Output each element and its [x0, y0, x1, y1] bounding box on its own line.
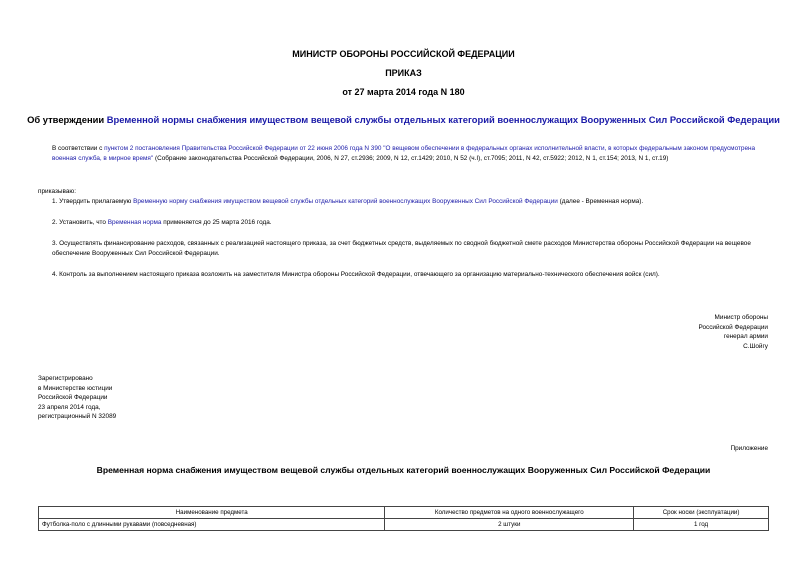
norm-table: [38, 506, 769, 531]
table-cell-item: Футболка-поло с длинными рукавами (повседневная): [39, 519, 385, 531]
table-header-quantity: Количество предметов на одного военнослужащего: [385, 507, 634, 519]
document-title: [0, 114, 807, 125]
item-4-text: 4. Контроль за выполнением настоящего приказа возложить на заместителя Министра обороны Российской Федерации, отвечающего за организацию материально-технического обеспечения войск (сил).: [52, 271, 660, 278]
registration-line-5: регистрационный N 32089: [38, 413, 117, 421]
appendix-title: Временная норма снабжения имуществом вещевой службы отдельных категорий военнослужащих Вооруженных Сил Российской Федерации: [96, 465, 711, 475]
table-row: [39, 519, 769, 531]
table-header-term: Срок носки (эксплуатации): [634, 507, 769, 519]
registration-line-2: в Министерстве юстиции: [38, 384, 113, 392]
signature-line-4: С.Шойгу: [743, 342, 768, 350]
preamble-link[interactable]: пунктом 2 постановления Правительства Российской Федерации от 22 июня 2006 года N 390 "О вещевом обеспечении в федеральных органах исполнительной власти, в которых федеральным законом предусмотрена военная служба, в мирное время": [52, 145, 756, 162]
item-1: [38, 197, 768, 207]
preamble-paragraph: [38, 144, 768, 163]
table-cell-term: 1 год: [634, 519, 769, 531]
item-3: [38, 239, 768, 258]
registration-line-1: Зарегистрировано: [38, 375, 93, 382]
title-prefix: Об утверждении: [27, 114, 107, 125]
signature-line-2: Российской Федерации: [698, 323, 768, 331]
signature-block: [699, 313, 769, 351]
doc-type-heading: ПРИКАЗ: [385, 68, 422, 78]
signature-line-3: генерал армии: [723, 333, 768, 341]
item-1-link[interactable]: Временную норму снабжения имуществом вещевой службы отдельных категорий военнослужащих Вооруженных Сил Российской Федерации: [133, 198, 558, 205]
item-1-text-a: 1. Утвердить прилагаемую: [52, 198, 134, 205]
signature-line-1: Министр обороны: [714, 314, 768, 321]
order-word: приказываю:: [38, 188, 76, 195]
registration-block: [38, 374, 116, 422]
item-2-text-a: 2. Установить, что: [52, 219, 108, 226]
item-2-text-b: применяется до 25 марта 2016 года.: [161, 219, 272, 226]
title-link[interactable]: Временной нормы снабжения имуществом вещевой службы отдельных категорий военнослужащих Вооруженных Сил Российской Федерации: [106, 114, 780, 125]
preamble-text-1: В соответствии с: [52, 145, 105, 152]
item-4: [38, 270, 768, 280]
item-2-link[interactable]: Временная норма: [107, 219, 162, 226]
item-2: [38, 218, 768, 228]
ministry-heading: МИНИСТР ОБОРОНЫ РОССИЙСКОЙ ФЕДЕРАЦИИ: [292, 49, 515, 59]
date-number-heading: от 27 марта 2014 года N 180: [342, 87, 465, 97]
preamble-text-2: (Собрание законодательства Российской Федерации, 2006, N 27, ст.2936; 2009, N 12, ст.1429; 2010, N 52 (ч.I), ст.7095; 2011, N 42, ст.5922; 2012, N 1, ст.154; 2013, N 1, ст.19): [153, 154, 669, 162]
table-cell-quantity: 2 штуки: [385, 519, 634, 531]
table-header-row: [39, 507, 769, 519]
registration-line-4: 23 апреля 2014 года,: [38, 403, 101, 411]
item-1-text-b: (далее - Временная норма).: [557, 198, 644, 205]
table-header-item: Наименование предмета: [39, 507, 385, 519]
item-3-text: 3. Осуществлять финансирование расходов, связанных с реализацией настоящего приказа, за счет бюджетных средств, выделяемых по сводной бюджетной смете расходов Министерства обороны Российской Федерации на вещевое обеспечение Вооруженных Сил Российской Федерации.: [52, 240, 751, 257]
registration-line-3: Российской Федерации: [38, 394, 108, 402]
appendix-label: Приложение: [730, 445, 768, 452]
